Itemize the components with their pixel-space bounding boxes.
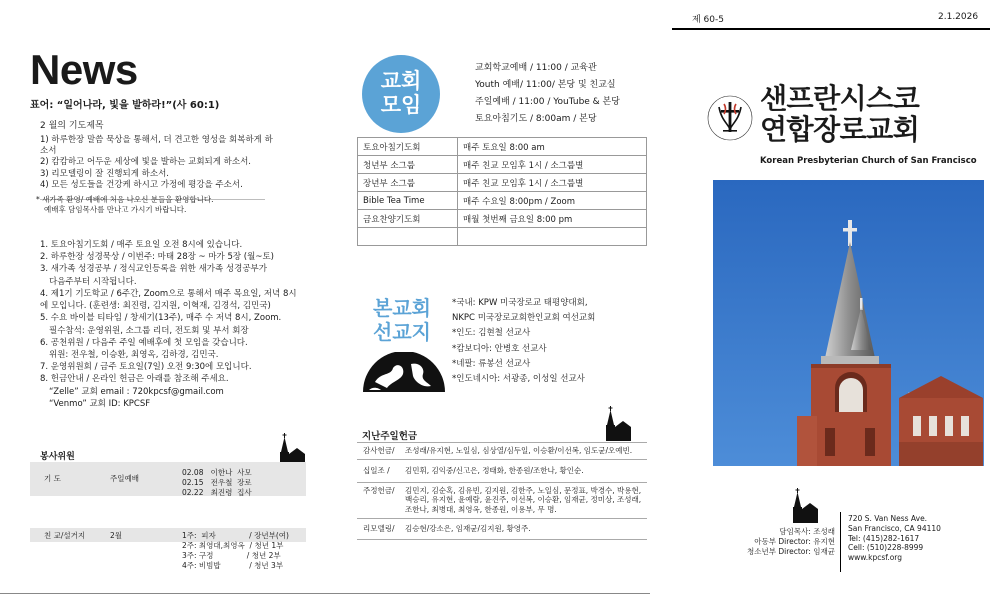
announcement-item: 8. 헌금안내 / 온라인 헌금은 아래를 참조해 주세요.: [40, 374, 229, 385]
schedule-row: [358, 174, 647, 192]
church-name-korean: [760, 83, 919, 145]
welcome-note: [36, 195, 276, 215]
volunteer-entry: 02.22 최진령 집사: [182, 488, 252, 497]
church-name-line: 연합장로교회: [760, 113, 920, 146]
news-title: News: [30, 46, 138, 93]
volunteer-when: 주일예배: [110, 474, 139, 483]
prayer-item: 2) 캄캄하고 어두운 세상에 빛을 발하는 교회되게 하소서.: [40, 157, 251, 168]
announcement-item: 7. 운영위원회 / 금주 토요일(7일) 오전 9:30에 모입니다.: [40, 362, 252, 373]
volunteer-role: 기 도: [44, 474, 61, 483]
announcement-item: 2. 하루한장 성경묵상 / 이번주: 마태 28장 ~ 마가 5장 (월~토): [40, 252, 274, 263]
announcement-item: 1. 토요아침기도회 / 매주 토요일 오전 8시에 있습니다.: [40, 240, 243, 250]
volunteer-entry: 4주: 비빔밥 / 청년 3부: [182, 561, 284, 570]
schedule-row: [358, 228, 647, 246]
staff-item: 청소년부 Director: 임재균: [746, 546, 835, 556]
issue-date: 2.1.2026: [938, 12, 979, 22]
schedule-name: 금요찬양기도회: [358, 210, 458, 228]
prayer-item: 3) 리모델링이 잘 진행되게 하소서.: [40, 168, 169, 179]
schedule-row: [358, 138, 647, 156]
service-item: 주일예배 / 11:00 / YouTube & 본당: [475, 97, 620, 107]
prayer-item: 1) 하루한장 말씀 묵상을 통해서, 더 견고한 영성을 회복하게 하소서: [40, 134, 273, 157]
schedule-name: Bible Tea Time: [358, 192, 458, 210]
announcement-item: 에 모입니다. (훈련생: 최진령, 김지원, 이혁재, 김경석, 김민국): [40, 301, 271, 312]
volunteer-entry: 2주: 최영대,최영옥 / 청년 1부: [182, 541, 284, 550]
announcement-item: 4. 제1기 기도학교 / 6주간, Zoom으로 통해서 매주 목요일, 저녁 8시: [40, 288, 297, 299]
service-item: 교회학교예배 / 11:00 / 교육관: [475, 63, 597, 73]
missions-title-line: 본교회: [373, 296, 431, 320]
mission-item: *네팔: 류봉선 선교사: [452, 358, 531, 369]
announcement-item: 3. 새가족 성경공부 / 정식교인등록을 위한 새가족 성경공부가: [40, 264, 267, 275]
mission-item: *국내: KPW 미국장로교 태평양대회,: [452, 298, 588, 308]
offering-row: [357, 483, 647, 519]
staff-list: [730, 527, 835, 556]
offering-names: 김민휘, 김익중/신고은, 정태화, 한종원/조한나, 황인순.: [405, 465, 584, 475]
volunteer-entry: 3주: 구정 / 청년 2부: [182, 551, 281, 560]
schedule-row: [358, 210, 647, 228]
schedule-name: 장년부 소그룹: [358, 174, 458, 192]
offering-list: [357, 442, 647, 540]
schedule-time: [458, 228, 647, 246]
welcome-line: * 새가족 환영/ 예배에 처음 나오신 분들을 환영합니다.: [36, 195, 214, 204]
offering-row: [357, 519, 647, 540]
schedule-table: [357, 137, 647, 246]
prayer-topics: [40, 121, 280, 200]
service-item: 토요아침기도 / 8:00am / 본당: [475, 114, 597, 124]
schedule-row: [358, 156, 647, 174]
missions-title: [373, 296, 431, 344]
volunteer-when: 2월: [110, 531, 123, 540]
schedule-name: 청년부 소그룹: [358, 156, 458, 174]
church-name-english: Korean Presbyterian Church of San Francisco: [760, 156, 977, 166]
schedule-name: [358, 228, 458, 246]
offering-title: 지난주일헌금: [362, 431, 418, 442]
announcement-item: “Zelle” 교회 email : 720kpcsf@gmail.com: [49, 386, 224, 397]
church-address: [848, 514, 941, 563]
globe-icon: [361, 352, 447, 392]
gathering-badge: [362, 55, 440, 133]
mission-item: NKPC 미국장로교회한인교회 여선교회: [452, 313, 596, 324]
motto: 표어: “일어나라, 빛을 발하라!”(사 60:1): [30, 100, 220, 111]
service-list: [475, 60, 620, 128]
missions-list: [452, 296, 652, 387]
church-steeple-photo: [713, 180, 984, 466]
offering-label: 리모델링/: [363, 523, 395, 533]
missions-title-line: 선교지: [373, 320, 431, 344]
announcement-item: 5. 수요 바이블 티타임 / 창세기(13주), 매주 수 저녁 8시, Zoom.: [40, 313, 282, 324]
address-city: San Francisco, CA 94110: [848, 523, 941, 533]
offering-label: 감사헌금/: [363, 446, 395, 455]
welcome-line: 예배후 담임목사를 만나고 가시기 바랍니다.: [44, 204, 187, 214]
schedule-time: 매월 첫번째 금요일 8:00 pm: [458, 210, 647, 228]
church-name-line: 샌프란시스코: [760, 82, 920, 115]
badge-line: 모임: [380, 93, 422, 117]
volunteer-entry: 02.15 전우철 장로: [182, 478, 252, 487]
top-rule: [672, 28, 990, 30]
mission-item: *인도: 김현철 선교사: [452, 328, 531, 339]
bottom-rule: [0, 593, 650, 594]
church-silhouette-icon: [790, 487, 818, 523]
volunteers-title: 봉사위원: [40, 452, 75, 462]
announcement-item: “Venmo” 교회 ID: KPCSF: [49, 398, 151, 409]
volunteer-row-bg: [30, 462, 306, 496]
schedule-time: 매주 친교 모임후 1시 / 소그룹별: [458, 174, 647, 192]
schedule-time: 매주 토요일 8:00 am: [458, 138, 647, 156]
service-item: Youth 예배/ 11:00/ 본당 및 친교실: [475, 80, 616, 90]
offering-names: 김민지, 김순혹, 김유빈, 김지원, 김한주, 노일심, 문정표, 박경수, 박용현, 백승리, 유지현, 윤예람, 윤진주, 이선복, 이승환, 임재균, 정미상, 조성래, 조한나, 최병대, 최영옥, 한종원, 이용부, 무 명.: [405, 485, 642, 514]
mission-item: *캄보디아: 안병호 선교사: [452, 343, 547, 354]
announcements: [40, 240, 310, 411]
mission-item: *인도네시아: 서광종, 이성일 선교사: [452, 374, 585, 385]
announcement-item: 다음주부터 시작됩니다.: [49, 276, 137, 287]
volunteer-role: 친 교/설거지: [44, 531, 86, 540]
offering-row: [357, 460, 647, 483]
announcement-item: 6. 공천위원 / 다음주 주일 예배후에 첫 모임을 갖습니다.: [40, 337, 248, 348]
announcement-item: 위원: 전우철, 이승환, 최영옥, 김하경, 김민국.: [49, 349, 219, 360]
church-silhouette-icon: [603, 405, 631, 441]
schedule-time: 매주 수요일 8:00pm / Zoom: [458, 192, 647, 210]
volunteer-entry: 02.08 이한나 사모: [182, 468, 252, 477]
staff-item: 아동부 Director: 유지현: [754, 536, 835, 546]
address-cell: Cell: (510)228-8999: [848, 543, 924, 553]
address-street: 720 S. Van Ness Ave.: [848, 514, 928, 523]
announcement-item: 필수참석: 운영위원, 소그룹 리더, 전도회 및 부서 회장: [49, 325, 249, 336]
volunteer-entry: 1주: 피자 / 장년부(여): [182, 531, 289, 540]
issue-number: 제 60-5: [692, 15, 724, 25]
prayer-item: 4) 모든 성도들을 건강케 하시고 가정에 평강을 주소서.: [40, 179, 243, 190]
offering-label: 주정헌금/: [363, 485, 395, 495]
prayer-title: 2 월의 기도제목: [40, 121, 104, 131]
offering-names: 조성래/유지현, 노일심, 심상열/심두일, 이승환/이선복, 임도균/오예빈.: [405, 446, 633, 455]
schedule-name: 토요아침기도회: [358, 138, 458, 156]
schedule-time: 매주 친교 모임후 1시 / 소그룹별: [458, 156, 647, 174]
badge-line: 교회: [380, 69, 422, 93]
schedule-row: [358, 192, 647, 210]
presbyterian-logo-icon: [705, 93, 755, 143]
offering-row: [357, 442, 647, 460]
offering-label: 십일조 /: [363, 465, 390, 475]
offering-names: 김승현/강소은, 임재균/김지원, 황영주.: [405, 523, 531, 533]
website-link[interactable]: www.kpcsf.org: [848, 553, 903, 562]
divider: [840, 512, 841, 572]
staff-item: 담임목사: 조성래: [779, 527, 835, 536]
address-tel: Tel: (415)282-1617: [848, 533, 920, 543]
